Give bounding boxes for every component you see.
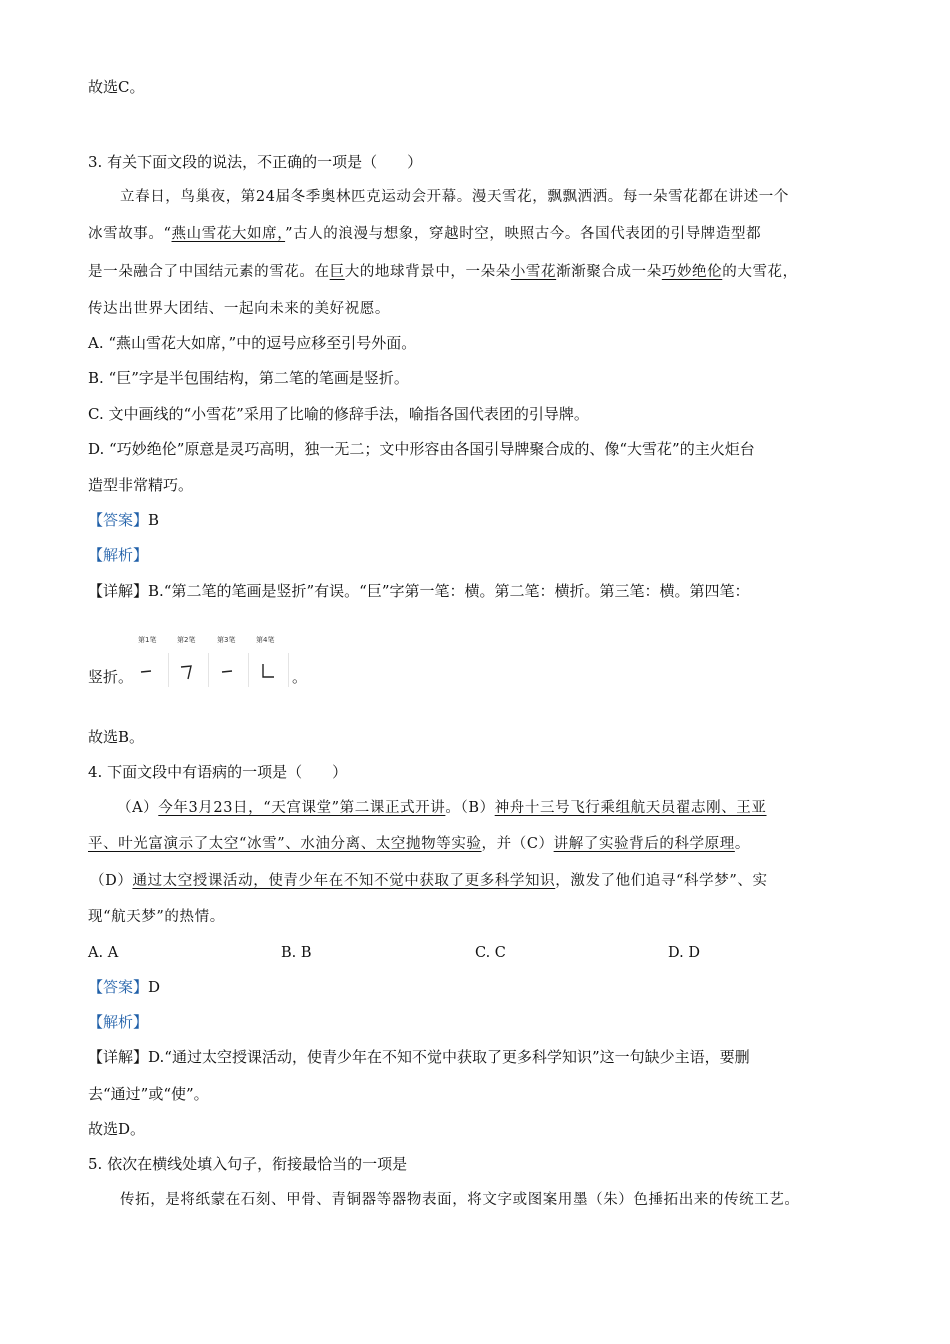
q3-option-b: B. “巨”字是半包围结构，第二笔的笔画是竖折。 — [88, 369, 409, 387]
stroke-cell-3 — [212, 653, 249, 687]
q3-passage-line-1: 立春日，鸟巢夜，第24届冬季奥林匹克运动会开幕。漫天雪花，飘飘洒洒。每一朵雪花都在讲述一个 — [120, 189, 789, 205]
q4-detail-line-1: 【详解】D.“通过太空授课活动，使青少年在不知不觉中获取了更多科学知识”这一句缺少主语，要删 — [88, 1048, 750, 1066]
q3-passage-line-2: 冰雪故事。“燕山雪花大如席，”古人的浪漫与想象，穿越时空，映照古今。各国代表团的引导牌造型都 — [88, 226, 762, 242]
underlined-qiaomiaojuelun: 巧妙绝伦 — [661, 264, 723, 280]
stroke-header-1: 第1笔 — [138, 636, 157, 644]
q3-detail: 【详解】B.“第二笔的笔画是竖折”有误。“巨”字第一笔：横。第二笔：横折。第三笔：横。第四笔： — [88, 582, 750, 600]
q4-passage-line-2: 平、叶光富演示了太空“冰雪”、水油分离、太空抛物等实验，并（C）讲解了实验背后的科学原理。 — [88, 836, 750, 852]
q4-option-d: D. D — [668, 945, 700, 961]
q3-option-d-line-1: D. “巧妙绝伦”原意是灵巧高明，独一无二；文中形容由各国引导牌聚合成的、像“大雪花”的主火炬台 — [88, 440, 755, 458]
q4-answer — [88, 977, 160, 997]
detail-tag: 【详解】 — [88, 582, 149, 600]
detail-tag: 【详解】 — [88, 1048, 149, 1066]
prev-conclusion: 故选C。 — [88, 78, 145, 96]
underlined-poem: 燕山雪花大如席， — [171, 226, 286, 242]
stroke-order-table — [132, 635, 294, 691]
q3-option-d-line-2: 造型非常精巧。 — [88, 476, 194, 494]
q3-detail-end: 竖折。 — [88, 668, 134, 686]
answer-value: B — [148, 511, 160, 529]
underlined-ju: 巨 — [329, 264, 345, 280]
q4-option-b: B. B — [281, 945, 312, 961]
question-5-stem: 5. 依次在横线处填入句子，衔接最恰当的一项是 — [88, 1155, 408, 1173]
q4-conclusion: 故选D。 — [88, 1120, 146, 1138]
q3-passage-line-3: 是一朵融合了中国结元素的雪花。在巨大的地球背景中，一朵朵小雪花渐渐聚合成一朵巧妙绝伦的大雪花， — [88, 264, 798, 280]
q4-passage-line-3: （D）通过太空授课活动，使青少年在不知不觉中获取了更多科学知识，激发了他们追寻“科学梦”、实 — [90, 873, 768, 889]
q3-conclusion: 故选B。 — [88, 728, 145, 746]
stroke-cell-1 — [132, 653, 169, 687]
q3-option-c: C. 文中画线的“小雪花”采用了比喻的修辞手法，喻指各国代表团的引导牌。 — [88, 405, 589, 423]
answer-tag: 【答案】 — [88, 511, 149, 529]
q4-option-a: A. A — [88, 945, 119, 961]
stroke-cell-2 — [172, 653, 209, 687]
q3-option-a: A. “燕山雪花大如席，”中的逗号应移至引号外面。 — [88, 334, 417, 352]
stroke-header-3: 第3笔 — [217, 636, 236, 644]
answer-tag: 【答案】 — [88, 978, 149, 996]
q3-analysis-tag: 【解析】 — [88, 546, 149, 564]
stroke-cell-4 — [252, 653, 289, 687]
stroke-header-4: 第4笔 — [256, 636, 275, 644]
underlined-xiaoxuehua: 小雪花 — [510, 264, 557, 280]
q3-detail-period: 。 — [292, 668, 308, 686]
stroke-header-2: 第2笔 — [177, 636, 196, 644]
q4-detail-line-2: 去“通过”或“使”。 — [88, 1085, 209, 1103]
answer-value: D — [148, 978, 161, 996]
q4-passage-line-1: （A）今年3月23日，“天宫课堂”第二课正式开讲。（B）神舟十三号飞行乘组航天员翟志刚、王亚 — [117, 800, 767, 816]
q3-passage-line-4: 传达出世界大团结、一起向未来的美好祝愿。 — [88, 301, 390, 317]
q4-analysis-tag: 【解析】 — [88, 1013, 149, 1031]
q4-passage-line-4: 现“航天梦”的热情。 — [88, 909, 225, 925]
question-3-stem: 3. 有关下面文段的说法，不正确的一项是（ ） — [88, 153, 423, 171]
q4-option-c: C. C — [475, 945, 506, 961]
q5-passage-line-1: 传拓，是将纸蒙在石刻、甲骨、青铜器等器物表面，将文字或图案用墨（朱）色捶拓出来的传统工艺。 — [120, 1192, 800, 1208]
q3-answer — [88, 510, 159, 530]
question-4-stem: 4. 下面文段中有语病的一项是（ ） — [88, 763, 348, 781]
